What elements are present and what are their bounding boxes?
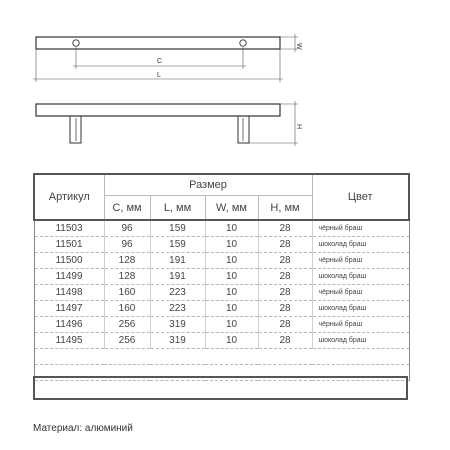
cell-article: 11501 xyxy=(34,237,104,253)
cell-h: 28 xyxy=(258,269,312,285)
cell-l: 159 xyxy=(150,220,205,237)
cell-article: 11495 xyxy=(34,333,104,349)
cell-h: 28 xyxy=(258,220,312,237)
header-w: W, мм xyxy=(205,196,258,221)
cell-article: 11498 xyxy=(34,285,104,301)
leg-left xyxy=(70,116,81,143)
cell-article: 11503 xyxy=(34,220,104,237)
cell-l: 191 xyxy=(150,253,205,269)
cell-w: 10 xyxy=(205,317,258,333)
cell-w: 10 xyxy=(205,237,258,253)
cell-color: шоколад браш xyxy=(312,301,409,317)
table-row xyxy=(34,253,409,269)
mounting-hole-left xyxy=(73,40,79,46)
table-bottom-frame xyxy=(33,376,408,400)
cell-c: 128 xyxy=(104,253,150,269)
cell-c: 256 xyxy=(104,317,150,333)
cell-l: 159 xyxy=(150,237,205,253)
mounting-hole-right xyxy=(240,40,246,46)
cell-l: 223 xyxy=(150,301,205,317)
header-c: C, мм xyxy=(104,196,150,221)
cell-h: 28 xyxy=(258,237,312,253)
cell-article: 11499 xyxy=(34,269,104,285)
dim-label-l: L xyxy=(157,72,161,79)
cell-w: 10 xyxy=(205,333,258,349)
cell-color: чёрный браш xyxy=(312,285,409,301)
cell-h: 28 xyxy=(258,285,312,301)
dim-label-h: H xyxy=(295,124,302,130)
cell-h: 28 xyxy=(258,253,312,269)
material-note: Материал: алюминий xyxy=(33,423,133,434)
cell-w: 10 xyxy=(205,301,258,317)
table-row xyxy=(34,333,409,349)
cell-color: шоколад браш xyxy=(312,333,409,349)
blank-row xyxy=(34,349,409,365)
cell-w: 10 xyxy=(205,253,258,269)
header-l: L, мм xyxy=(150,196,205,221)
cell-color: шоколад браш xyxy=(312,237,409,253)
cell-article: 11496 xyxy=(34,317,104,333)
cell-color: шоколад браш xyxy=(312,269,409,285)
table-row xyxy=(34,317,409,333)
dim-label-c: C xyxy=(157,58,163,65)
cell-color: чёрный браш xyxy=(312,317,409,333)
dim-label-w: W xyxy=(295,43,302,50)
cell-article: 11500 xyxy=(34,253,104,269)
handle-technical-drawing xyxy=(0,0,450,170)
cell-h: 28 xyxy=(258,317,312,333)
table-row xyxy=(34,285,409,301)
cell-w: 10 xyxy=(205,220,258,237)
cell-h: 28 xyxy=(258,333,312,349)
table-row xyxy=(34,269,409,285)
spec-table xyxy=(33,173,410,381)
header-color: Цвет xyxy=(312,174,409,220)
table-row xyxy=(34,220,409,237)
header-h: H, мм xyxy=(258,196,312,221)
table-row xyxy=(34,301,409,317)
cell-c: 160 xyxy=(104,301,150,317)
cell-c: 160 xyxy=(104,285,150,301)
cell-article: 11497 xyxy=(34,301,104,317)
cell-c: 96 xyxy=(104,237,150,253)
leg-right xyxy=(238,116,249,143)
cell-l: 319 xyxy=(150,317,205,333)
header-article: Артикул xyxy=(34,174,104,220)
cell-c: 128 xyxy=(104,269,150,285)
cell-l: 191 xyxy=(150,269,205,285)
cell-w: 10 xyxy=(205,269,258,285)
handle-side-view xyxy=(36,104,280,116)
cell-color: чёрный браш xyxy=(312,220,409,237)
table-row xyxy=(34,237,409,253)
cell-c: 256 xyxy=(104,333,150,349)
cell-color: чёрный браш xyxy=(312,253,409,269)
cell-l: 319 xyxy=(150,333,205,349)
cell-l: 223 xyxy=(150,285,205,301)
header-size-group: Размер xyxy=(104,174,312,196)
cell-h: 28 xyxy=(258,301,312,317)
cell-w: 10 xyxy=(205,285,258,301)
cell-c: 96 xyxy=(104,220,150,237)
